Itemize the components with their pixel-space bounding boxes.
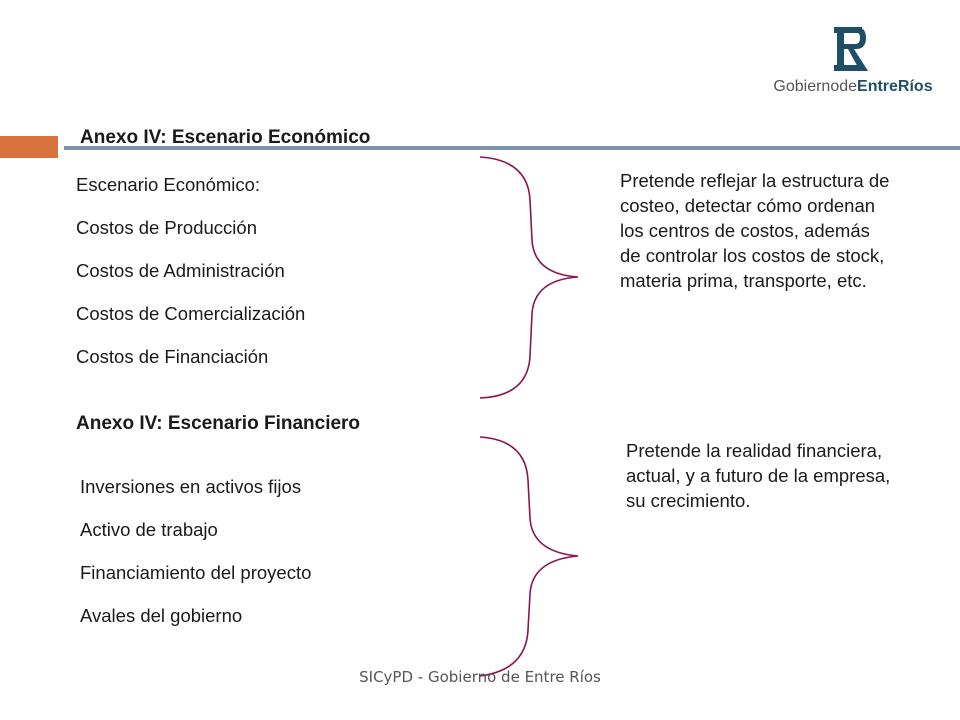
logo-brand-de: de [839,78,858,95]
section1-item: Costos de Comercialización [76,303,306,324]
section1-item: Costos de Financiación [76,346,269,367]
section2-item: Avales del gobierno [80,605,243,626]
section2-item: Financiamiento del proyecto [80,562,312,583]
section1-item: Costos de Administración [76,260,285,281]
section1-item: Escenario Económico: [76,174,261,195]
logo-brand-name: EntreRíos [857,78,933,95]
logo-brand-prefix: Gobierno [773,78,840,95]
section2-brace [480,437,578,676]
section1-title: Anexo IV: Escenario Económico [80,127,371,148]
section1-item: Costos de Producción [76,217,257,238]
section2-item: Activo de trabajo [80,519,218,540]
section1-description: Pretende reflejar la estructura de costeo, detectar cómo ordenan los centros de costos, además de controlar los costos de stock, materia prima, transporte, etc. [620,170,890,291]
section2-description: Pretende la realidad financiera, actual, y a futuro de la empresa, su crecimiento. [626,440,891,511]
section2-title: Anexo IV: Escenario Financiero [76,413,361,434]
footer-text: SICyPD - Gobierno de Entre Ríos [359,668,601,686]
section2-item: Inversiones en activos fijos [80,476,302,497]
section1-brace [480,157,578,398]
